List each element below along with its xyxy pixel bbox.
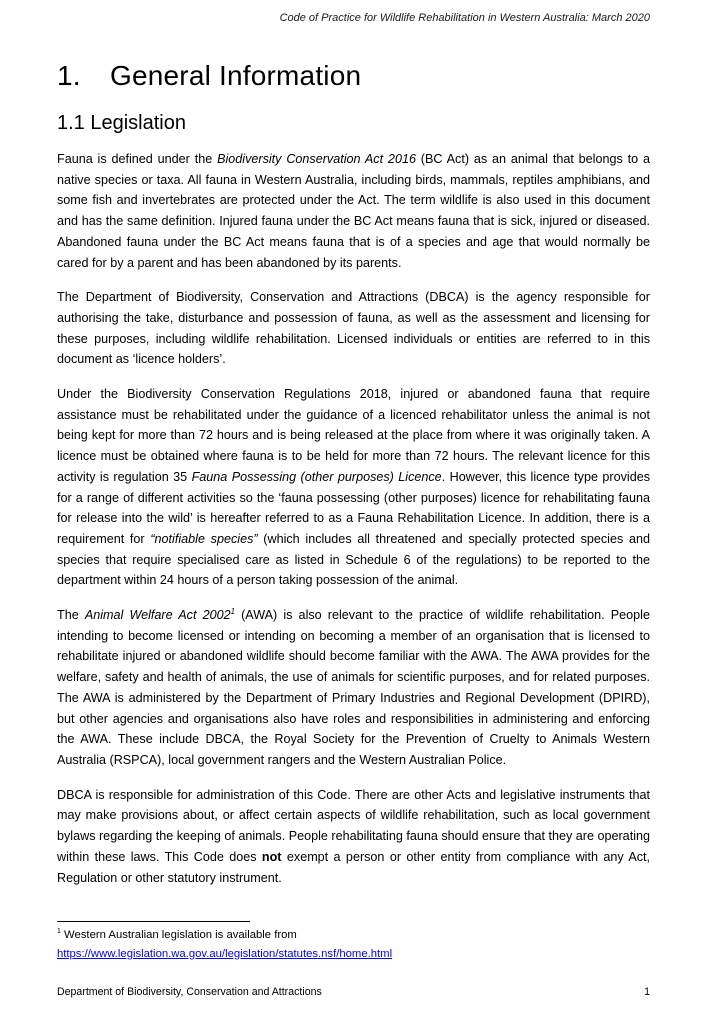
page-number: 1	[644, 986, 650, 998]
footnote-text: $^1$ Western Australian legislation is available from	[57, 928, 297, 941]
paragraph: DBCA is responsible for administration of this Code. There are other Acts and legislative instruments that may make provisions about, or affect certain aspects of wildlife rehabilitation, such as local government bylaws regarding the keeping of animals. People rehabilitating fauna should ensure that they are operating within these laws. This Code does not exempt a person or other entity from compliance with any Act, Regulation or other statutory instrument.	[57, 787, 651, 885]
chapter-title-text: General Information	[110, 60, 362, 91]
footnote-link[interactable]: https://www.legislation.wa.gov.au/legislation/statutes.nsf/home.html	[57, 947, 393, 960]
footnote-separator	[57, 921, 250, 922]
running-header: Code of Practice for Wildlife Rehabilitation in Western Australia: March 2020	[279, 12, 650, 24]
body-paragraphs	[57, 149, 650, 888]
paragraph: Under the Biodiversity Conservation Regulations 2018, injured or abandoned fauna that require assistance must be rehabilitated under the guidance of a licenced rehabilitator unless the animal is not being kept for more than 72 hours and is being released at the place from where it was originally taken. A licence must be obtained where fauna is to be held for more than 72 hours. The relevant licence for this activity is regulation 35 Fauna Possessing (other purposes) Licence. However, this licence type provides for a range of different activities so the ‘fauna possessing (other purposes) licence for rehabilitating fauna for release into the wild’ is hereafter referred to as a Fauna Rehabilitation Licence. In addition, there is a requirement for “notifiable species” (which includes all threatened and specially protected species and species that require specialised care as listed in Schedule 6 of the regulations) to be reported to the department within 24 hours of a person taking possession of the animal.	[57, 387, 651, 588]
chapter-title	[57, 61, 650, 91]
section-heading: 1.1 Legislation	[57, 112, 186, 134]
paragraph: The Animal Welfare Act 2002$^1$ (AWA) is also relevant to the practice of wildlife rehabilitation. People intending to become licensed or intending on becoming a member of an organisation that is licensed to rehabilitate injured or abandoned wildlife should become familiar with the AWA. The AWA provides for the welfare, safety and health of animals, the use of animals for scientific purposes, and for related purposes. The AWA is administered by the Department of Primary Industries and Regional Development (DPIRD), but other agencies and organisations also have roles and responsibilities in administering and enforcing the AWA. These include DBCA, the Royal Society for the Prevention of Cruelty to Animals Western Australia (RSPCA), local government rangers and the Western Australian Police.	[57, 606, 650, 767]
page-footer	[57, 986, 650, 999]
paragraph: The Department of Biodiversity, Conservation and Attractions (DBCA) is the agency responsible for authorising the take, disturbance and possession of fauna, as well as the assessment and licensing for these purposes, including wildlife rehabilitation. Licensed individuals or entities are referred to in this document as ‘licence holders’.	[57, 290, 650, 367]
chapter-number: 1.	[57, 60, 81, 91]
footnote-area	[57, 921, 650, 962]
paragraph: Fauna is defined under the Biodiversity Conservation Act 2016 (BC Act) as an animal that belongs to a native species or taxa. All fauna in Western Australia, including birds, mammals, reptiles amphibians, and some fish and invertebrates are protected under the Act. The term wildlife is also used in this document and has the same definition. Injured fauna under the BC Act means fauna that is sick, injured or diseased. Abandoned fauna under the BC Act means fauna that is of a species and age that would normally be cared for by a parent and has been abandoned by its parents.	[57, 152, 650, 270]
footer-department: Department of Biodiversity, Conservation and Attractions	[57, 986, 322, 998]
